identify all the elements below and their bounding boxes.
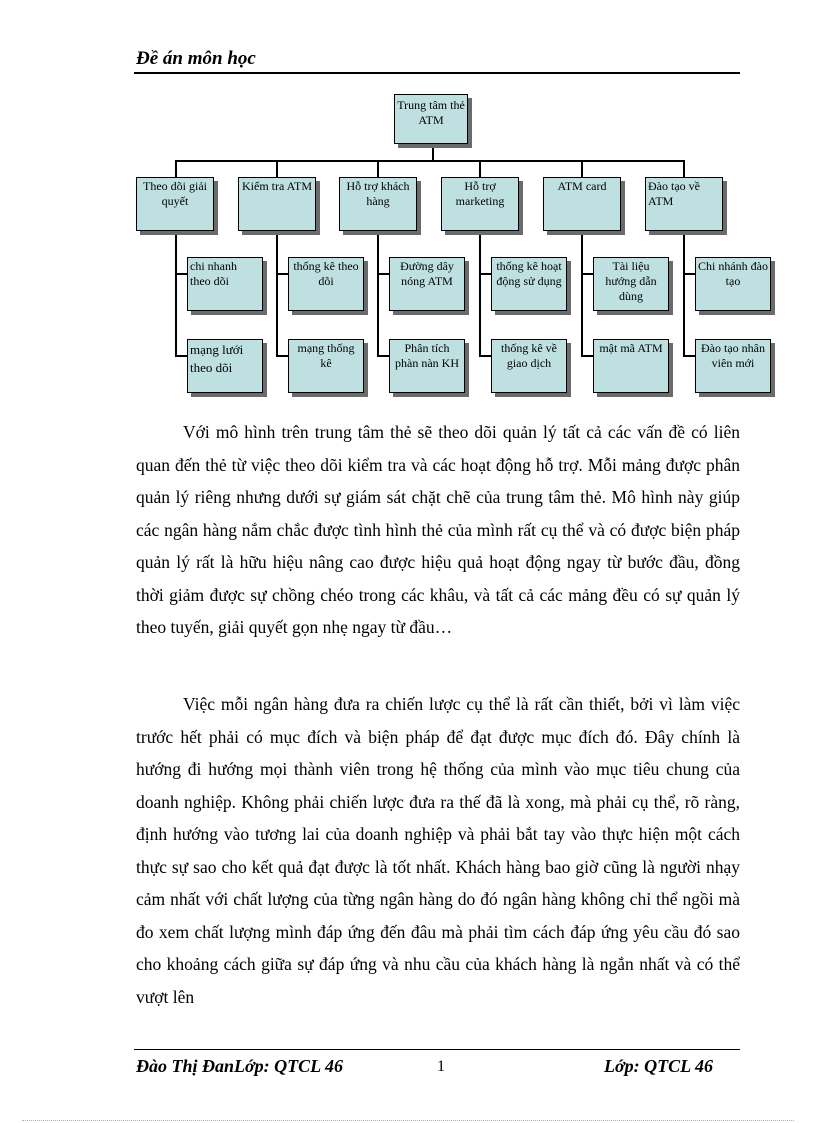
org-child-node: thống kê về giao dịch — [491, 339, 567, 393]
child-link-5b — [581, 355, 593, 357]
org-child-node: thống kê theo dõi — [288, 257, 364, 311]
connector-drop-3 — [377, 160, 379, 178]
org-child-node: Đường dây nóng ATM — [389, 257, 465, 311]
child-link-3a — [377, 273, 389, 275]
org-child-node: chi nhanh theo dõi — [187, 257, 263, 311]
branch-vertical-3 — [377, 230, 379, 356]
footer-author-class: Đào Thị ĐanLớp: QTCL 46 — [136, 1056, 343, 1076]
branch-vertical-6 — [683, 230, 685, 356]
child-link-6b — [683, 355, 695, 357]
org-child-node: Phân tích phàn nàn KH — [389, 339, 465, 393]
org-branch-node: Hỗ trợ khách hàng — [339, 177, 417, 231]
org-child-node: Chi nhánh đào tạo — [695, 257, 771, 311]
branch-vertical-2 — [276, 230, 278, 356]
connector-drop-4 — [479, 160, 481, 178]
child-link-1b — [175, 355, 187, 357]
org-branch-node: Đào tạo về ATM — [645, 177, 723, 231]
child-link-4a — [479, 273, 491, 275]
connector-root-down — [432, 144, 434, 160]
org-child-node: Đào tạo nhân viên mới — [695, 339, 771, 393]
body-paragraph: Với mô hình trên trung tâm thẻ sẽ theo dõi quản lý tất cả các vấn đề có liên quan đến thẻ từ việc theo dõi kiểm tra và các hoạt động hỗ trợ. Mỗi mảng được phân quản lý riêng nhưng dưới sự giám sát chặt chẽ của trung tâm thẻ. Mô hình này giúp các ngân hàng nắm chắc được tình hình thẻ của mình rất cụ thể và có được biện pháp quản lý rất là hữu hiệu nâng cao được hiệu quả hoạt động ngay từ bước đầu, đồng thời giảm được sự chồng chéo trong các khâu, và tất cả các mảng đều có sự quản lý theo tuyến, giải quyết gọn nhẹ ngay từ đầu… — [136, 422, 740, 637]
org-branch-node: ATM card — [543, 177, 621, 231]
connector-horizontal — [175, 160, 684, 162]
child-link-1a — [175, 273, 187, 275]
org-child-node: mạng lưới theo dõi — [187, 339, 263, 393]
org-child-node: Tài liệu hướng dẫn dùng — [593, 257, 669, 311]
footer-class: Lớp: QTCL 46 — [604, 1056, 713, 1076]
connector-drop-2 — [276, 160, 278, 178]
header-title: Đề án môn học — [136, 48, 256, 69]
org-root-node: Trung tâm thẻ ATM — [394, 94, 468, 144]
org-branch-node: Theo dõi giải quyết — [136, 177, 214, 231]
connector-drop-1 — [175, 160, 177, 178]
org-child-node: mạng thống kê — [288, 339, 364, 393]
org-child-node: mật mã ATM — [593, 339, 669, 393]
branch-vertical-1 — [175, 230, 177, 356]
org-branch-node: Kiểm tra ATM — [238, 177, 316, 231]
child-link-3b — [377, 355, 389, 357]
header-rule — [134, 72, 740, 74]
connector-drop-5 — [581, 160, 583, 178]
child-link-6a — [683, 273, 695, 275]
body-paragraph: Việc mỗi ngân hàng đưa ra chiến lược cụ thể là rất cần thiết, bởi vì làm việc trước hết phải có mục đích và biện pháp để đạt được mục đích đó. Đây chính là hướng đi hướng mọi thành viên trong hệ thống của mình vào mục tiêu chung của doanh nghiệp. Không phải chiến lược đưa ra thế đã là xong, mà phải cụ thể, rõ ràng, định hướng vào tương lai của doanh nghiệp và phải bắt tay vào thực hiện một cách thực sự sao cho kết quả đạt được là tốt nhất. Khách hàng bao giờ cũng là người nhạy cảm nhất với chất lượng của từng ngân hàng do đó ngân hàng không chỉ thể ngồi mà đo xem chất lượng mình đáp ứng đến đâu mà phải tìm cách đáp ứng yêu cầu đó sao cho khoảng cách giữa sự đáp ứng và nhu cầu của khách hàng là ngắn nhất và có thể vượt lên — [136, 694, 740, 1007]
org-child-node: thống kê hoạt động sử dụng — [491, 257, 567, 311]
child-link-2a — [276, 273, 288, 275]
child-link-5a — [581, 273, 593, 275]
footer-rule — [134, 1049, 740, 1050]
org-branch-node: Hỗ trợ marketing — [441, 177, 519, 231]
child-link-2b — [276, 355, 288, 357]
branch-vertical-4 — [479, 230, 481, 356]
branch-vertical-5 — [581, 230, 583, 356]
child-link-4b — [479, 355, 491, 357]
page-bottom-border — [22, 1120, 794, 1121]
connector-drop-6 — [683, 160, 685, 178]
page-number: 1 — [437, 1058, 445, 1075]
